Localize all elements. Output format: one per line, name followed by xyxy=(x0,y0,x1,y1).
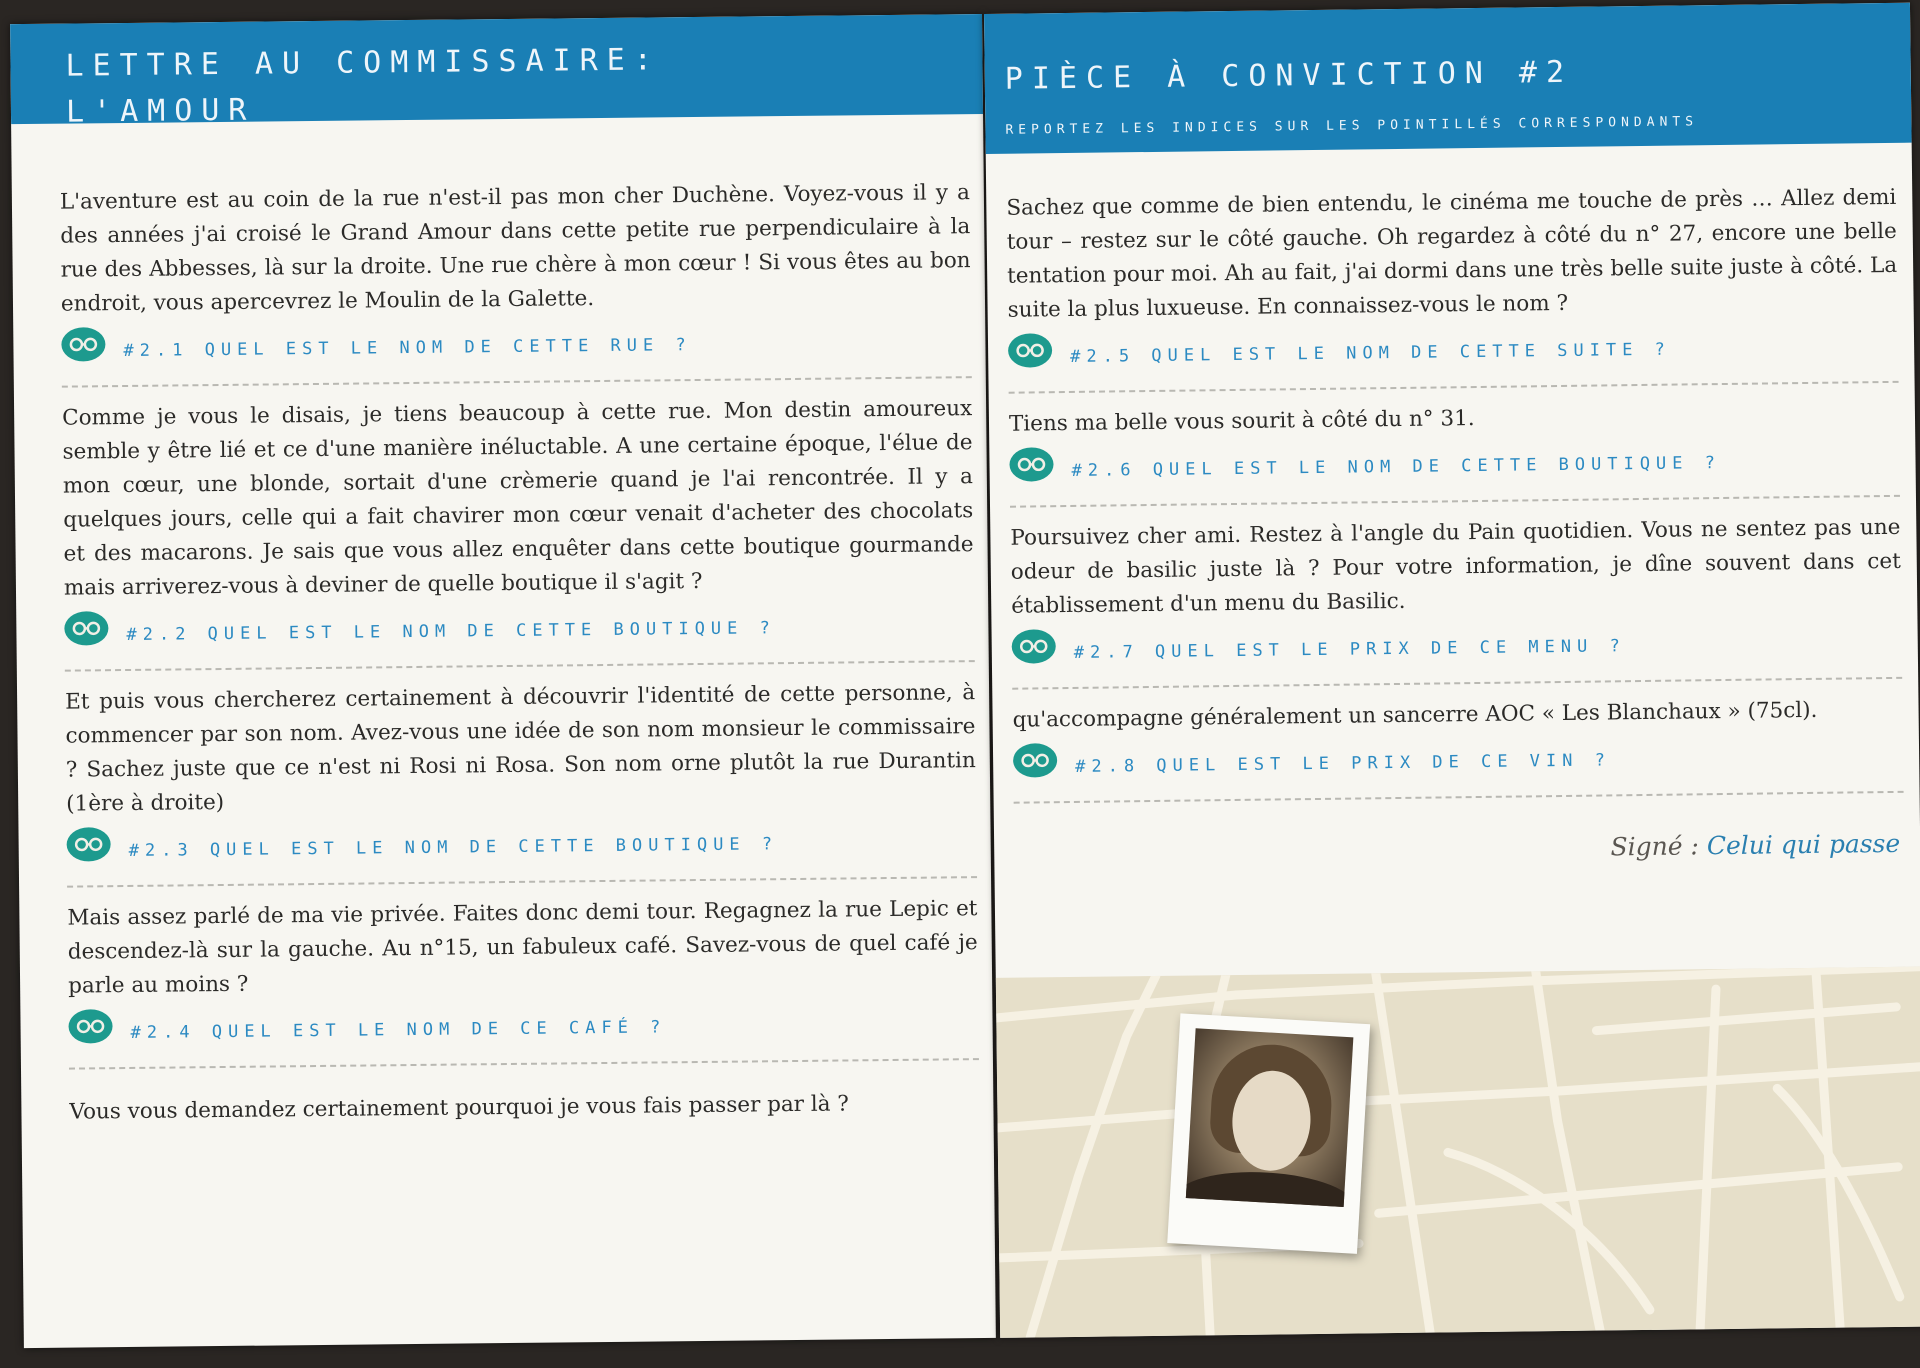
magnifier-glasses-icon xyxy=(1009,447,1053,482)
question-text: #2.5 QUEL EST LE NOM DE CETTE SUITE ? xyxy=(1070,339,1671,367)
polaroid-photo xyxy=(1167,1013,1370,1254)
paragraph: Sachez que comme de bien entendu, le cinéma me touche de près … Allez demi tour – restez sur le côté gauche. Oh regardez à côté du n° 27, encore une belle tentation pour moi. Ah au fait, j'ai dormi dans une très belle suite juste à côté. La suite la plus luxueuse. En connaissez-vous le nom ? xyxy=(1006,184,1898,323)
question xyxy=(61,318,971,362)
question-text: #2.7 QUEL EST LE PRIX DE CE MENU ? xyxy=(1073,636,1626,663)
question-text: #2.8 QUEL EST LE PRIX DE CE VIN ? xyxy=(1075,750,1612,777)
magnifier-glasses-icon xyxy=(68,1009,112,1043)
left-content xyxy=(11,114,993,1130)
right-banner-title: PIÈCE À CONVICTION #2 xyxy=(1004,54,1574,97)
question xyxy=(1013,733,1903,778)
answer-dotted-line xyxy=(1014,791,1904,804)
right-page xyxy=(984,3,1920,1338)
signature xyxy=(1014,829,1904,869)
paragraph: Comme je vous le disais, je tiens beaucoup à cette rue. Mon destin amoureux semble y être lié et ce d'une manière inéluctable. A une certaine époque, l'élue de mon cœur, une blonde, sortait d'une crèmerie quand je l'ai rencontrée. Il y a quelques jours, celle qui a fait chavirer mon cœur venait d'acheter des chocolats et des macarons. Je sais que vous allez enquêter dans cette boutique gourmande mais arriverez-vous à deviner de quelle boutique il s'agit ? xyxy=(62,396,974,601)
question-text: #2.2 QUEL EST LE NOM DE CETTE BOUTIQUE ? xyxy=(126,618,776,645)
left-page xyxy=(10,14,996,1348)
question xyxy=(66,818,976,862)
question-text: #2.3 QUEL EST LE NOM DE CETTE BOUTIQUE ? xyxy=(128,834,779,861)
question xyxy=(68,1000,978,1044)
signature-name: Celui qui passe xyxy=(1706,828,1901,861)
question-text: #2.6 QUEL EST LE NOM DE CETTE BOUTIQUE ? xyxy=(1071,453,1722,481)
paragraph: Mais assez parlé de ma vie privée. Faites donc demi tour. Regagnez la rue Lepic et descendez-là sur la gauche. Au n°15, un fabuleux café. Savez-vous de quel café je parle au moins ? xyxy=(67,896,978,999)
question-text: #2.1 QUEL EST LE NOM DE CETTE RUE ? xyxy=(123,335,692,362)
right-content xyxy=(986,143,1920,869)
left-banner xyxy=(10,14,983,130)
magnifier-glasses-icon xyxy=(61,327,105,361)
map-streets xyxy=(996,967,1920,1338)
magnifier-glasses-icon xyxy=(66,827,110,861)
street-map-background xyxy=(996,967,1920,1338)
magnifier-glasses-icon xyxy=(1013,743,1057,778)
signature-label: Signé : xyxy=(1610,831,1700,862)
paragraph: Et puis vous chercherez certainement à découvrir l'identité de cette personne, à commencer par son nom. Avez-vous une idée de son nom monsieur le commissaire ? Sachez juste que ce n'est ni Rosi ni Rosa. Son nom orne plutôt la rue Durantin (1ère à droite) xyxy=(65,680,976,817)
left-banner-title-line2: L'AMOUR xyxy=(65,92,256,130)
portrait-photo xyxy=(1186,1028,1354,1207)
right-banner xyxy=(984,3,1912,154)
question xyxy=(1009,437,1899,482)
magnifier-glasses-icon xyxy=(64,611,108,645)
question-text: #2.4 QUEL EST LE NOM DE CE CAFÉ ? xyxy=(130,1017,667,1043)
magnifier-glasses-icon xyxy=(1012,629,1056,664)
paragraph: L'aventure est au coin de la rue n'est-il pas mon cher Duchène. Voyez-vous il y a des années j'ai croisé le Grand Amour dans cette petite rue perpendiculaire à la rue des Abbesses, là sur la droite. Une rue chère à mon cœur ! Si vous êtes au bon endroit, vous apercevrez le Moulin de la Galette. xyxy=(59,180,971,317)
question xyxy=(64,602,974,646)
question xyxy=(1012,619,1902,664)
closing-paragraph: Vous vous demandez certainement pourquoi je vous fais passer par là ? xyxy=(69,1091,850,1125)
left-banner-title-line1: LETTRE AU COMMISSAIRE: xyxy=(65,42,662,84)
magnifier-glasses-icon xyxy=(1008,333,1052,368)
paragraph: Tiens ma belle vous sourit à côté du n° 31. xyxy=(1008,406,1475,437)
right-banner-subtitle: REPORTEZ LES INDICES SUR LES POINTILLÉS CORRESPONDANTS xyxy=(1005,114,1699,138)
paragraph: qu'accompagne généralement un sancerre AOC « Les Blanchaux » (75cl). xyxy=(1012,697,1818,733)
paragraph: Poursuivez cher ami. Restez à l'angle du Pain quotidien. Vous ne sentez pas une odeur de basilic juste là ? Pour votre information, je dîne souvent dans cet établissement d'un menu du Basilic. xyxy=(1010,514,1901,619)
question xyxy=(1008,323,1898,368)
